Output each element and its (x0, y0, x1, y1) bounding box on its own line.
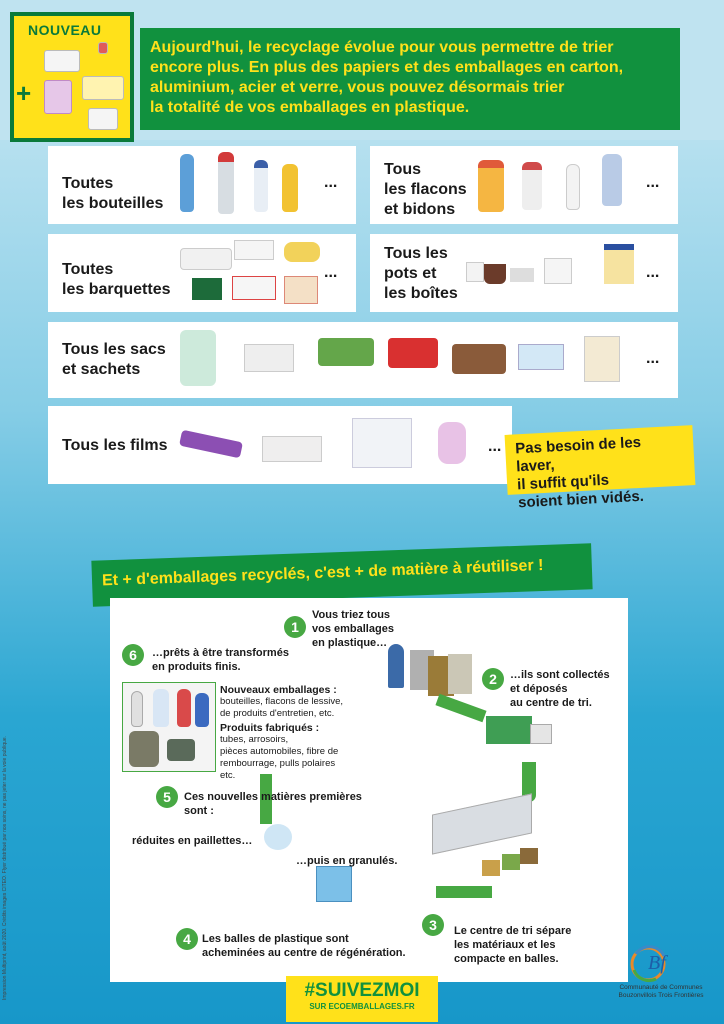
card-label (384, 160, 467, 220)
products-made-block (220, 722, 338, 782)
granules-icon (316, 866, 352, 902)
step-3-text (454, 924, 571, 966)
step-5-text (184, 790, 362, 818)
card-label-line: les boîtes (384, 285, 458, 302)
card-label-line: et bidons (384, 201, 456, 218)
card-barquettes (48, 234, 356, 312)
bale-icon (502, 854, 520, 870)
new-packaging-title: Nouveaux emballages : (220, 684, 337, 696)
bottle-icon (195, 693, 209, 727)
card-label-line: pots et (384, 265, 437, 282)
step-1-text (312, 608, 394, 650)
card-pots (370, 234, 678, 312)
step-line: les matériaux et les (454, 939, 556, 951)
sticker-line: soient bien vidés. (517, 487, 645, 512)
film-icon (44, 80, 72, 114)
step-line: sont : (184, 805, 214, 817)
bag-icon (180, 330, 216, 386)
sticker-line: Pas besoin de les laver, (514, 433, 642, 476)
step-number: 5 (156, 786, 178, 808)
pot-icon (510, 268, 534, 282)
pot-icon (88, 108, 118, 130)
tray-icon (44, 50, 80, 72)
logo-text (606, 984, 716, 1000)
tray-icon (192, 278, 222, 300)
card-label (384, 244, 458, 304)
badge-title: NOUVEAU (28, 22, 102, 38)
box-icon (544, 258, 572, 284)
bag-icon (452, 344, 506, 374)
step-line: en plastique… (312, 637, 388, 649)
pot-icon (484, 264, 506, 284)
box-icon (604, 244, 634, 284)
film-roll-icon (179, 430, 243, 459)
step-line: et déposés (510, 683, 568, 695)
card-flacons (370, 146, 678, 224)
card-label-line: Toutes (62, 175, 114, 192)
new-packaging-block (220, 684, 343, 720)
flakes-icon (264, 824, 292, 850)
film-icon (262, 436, 322, 462)
card-label-line: Tous les films (62, 437, 168, 454)
step-line: …ils sont collectés (510, 669, 610, 681)
film-icon (438, 422, 466, 464)
step-line: au centre de tri. (510, 697, 592, 709)
card-label-line: les flacons (384, 181, 467, 198)
tube-icon (566, 164, 580, 210)
products-made-line: rembourrage, pulls polaires (220, 758, 336, 769)
more-dots: ... (324, 174, 338, 191)
more-dots: ... (488, 438, 502, 455)
header-line: la totalité de vos emballages en plastique. (150, 99, 470, 116)
step-line: en produits finis. (152, 661, 241, 673)
bag-icon (518, 344, 564, 370)
header-banner (140, 28, 680, 130)
more-dots: ... (646, 264, 660, 281)
tray-icon (180, 248, 232, 270)
bottle-icon (177, 689, 191, 727)
new-packaging-line: bouteilles, flacons de lessive, (220, 696, 344, 707)
card-label-line: Tous les (384, 245, 448, 262)
step-2-text (510, 668, 610, 710)
arrow-icon (436, 886, 492, 898)
card-bouteilles (48, 146, 356, 224)
tray-icon (284, 242, 320, 262)
bottle-icon (254, 160, 268, 212)
step-line: compacte en balles. (454, 953, 559, 965)
step-number: 3 (422, 914, 444, 936)
card-label-line: et sachets (62, 361, 141, 378)
suivezmoi-banner (286, 976, 438, 1022)
flask-icon (522, 162, 542, 210)
sticker-line: il suffit qu'ils (516, 471, 610, 494)
recycling-cycle (110, 598, 628, 982)
tray-icon (232, 276, 276, 300)
bottle-icon (282, 164, 298, 212)
card-label-line: les bouteilles (62, 195, 164, 212)
flask-icon (602, 154, 622, 206)
step-line: acheminées au centre de régénération. (202, 947, 406, 959)
card-label (62, 340, 166, 380)
step-line: Les balles de plastique sont (202, 933, 349, 945)
card-sacs (48, 322, 678, 398)
card-label (62, 260, 170, 300)
wash-sticker (505, 425, 696, 512)
card-films (48, 406, 512, 484)
truck-icon (486, 716, 532, 744)
bottle-icon (131, 691, 143, 727)
card-label-line: les barquettes (62, 281, 171, 298)
header-line: Aujourd'hui, le recyclage évolue pour vous permettre de trier (150, 39, 614, 56)
tray-icon (284, 276, 318, 304)
step-line: vos emballages (312, 623, 394, 635)
granules-label: …puis en granulés. (296, 855, 398, 867)
nouveau-badge (10, 12, 134, 142)
more-dots: ... (646, 174, 660, 191)
card-label-line: Tous les sacs (62, 341, 166, 358)
community-logo (606, 944, 716, 1014)
truck-icon (530, 724, 552, 744)
card-label-line: Tous (384, 161, 422, 178)
step-line: …prêts à être transformés (152, 647, 289, 659)
flask-icon (478, 160, 504, 212)
bottle-icon (218, 152, 234, 214)
logo-line: Communauté de Communes (619, 984, 703, 991)
bottle-icon (180, 154, 194, 212)
suivezmoi-link[interactable]: SUR ECOEMBALLAGES.FR (309, 1002, 415, 1011)
step-number: 1 (284, 616, 306, 638)
new-packaging-line: de produits d'entretien, etc. (220, 708, 335, 719)
products-made-line: tubes, arrosoirs, (220, 734, 289, 745)
bag-icon (318, 338, 374, 366)
person-icon (388, 644, 404, 688)
products-made-line: pièces automobiles, fibre de (220, 746, 339, 757)
step-4-text (202, 932, 406, 960)
film-icon (352, 418, 412, 468)
side-credit: Impression Multiprint, août 2020. Crédits images CITEO. Flyer distribué par nos soins, ne pas jeter sur la voie publique. (2, 735, 8, 1000)
logo-mark: Bf (648, 952, 666, 974)
fleece-icon (129, 731, 159, 767)
step-line: Le centre de tri sépare (454, 925, 572, 937)
bag-icon (244, 344, 294, 372)
flakes-label: réduites en paillettes… (132, 835, 253, 847)
bin-icon (448, 654, 472, 694)
card-label (62, 174, 163, 214)
bale-icon (520, 848, 538, 864)
bottle-icon (153, 689, 169, 727)
suivezmoi-title: #SUIVEZMOI (304, 980, 420, 1001)
pot-icon (98, 42, 108, 54)
products-image (122, 682, 216, 772)
products-made-title: Produits fabriqués : (220, 722, 320, 734)
header-line: aluminium, acier et verre, vous pouvez désormais trier (150, 79, 565, 96)
step-line: Vous triez tous (312, 609, 391, 621)
products-made-line: etc. (220, 770, 236, 781)
tray-icon (234, 240, 274, 260)
sorting-center-icon (432, 793, 532, 854)
logo-line: Bouzonvillois Trois Frontières (618, 992, 704, 999)
tray-icon (82, 76, 124, 100)
more-dots: ... (324, 264, 338, 281)
recycling-banner: Et + d'emballages recyclés, c'est + de matière à réutiliser ! (91, 543, 592, 606)
arrow-icon (435, 694, 486, 722)
step-6-text (152, 646, 289, 674)
step-number: 2 (482, 668, 504, 690)
bag-icon (584, 336, 620, 382)
bag-icon (388, 338, 438, 368)
bale-icon (482, 860, 500, 876)
more-dots: ... (646, 350, 660, 367)
plus-icon: + (16, 78, 32, 108)
step-number: 6 (122, 644, 144, 666)
pot-icon (466, 262, 484, 282)
header-line: encore plus. En plus des papiers et des emballages en carton, (150, 59, 624, 76)
step-number: 4 (176, 928, 198, 950)
card-label (62, 436, 168, 456)
card-label-line: Toutes (62, 261, 114, 278)
step-line: Ces nouvelles matières premières (184, 791, 362, 803)
watering-can-icon (167, 739, 195, 761)
